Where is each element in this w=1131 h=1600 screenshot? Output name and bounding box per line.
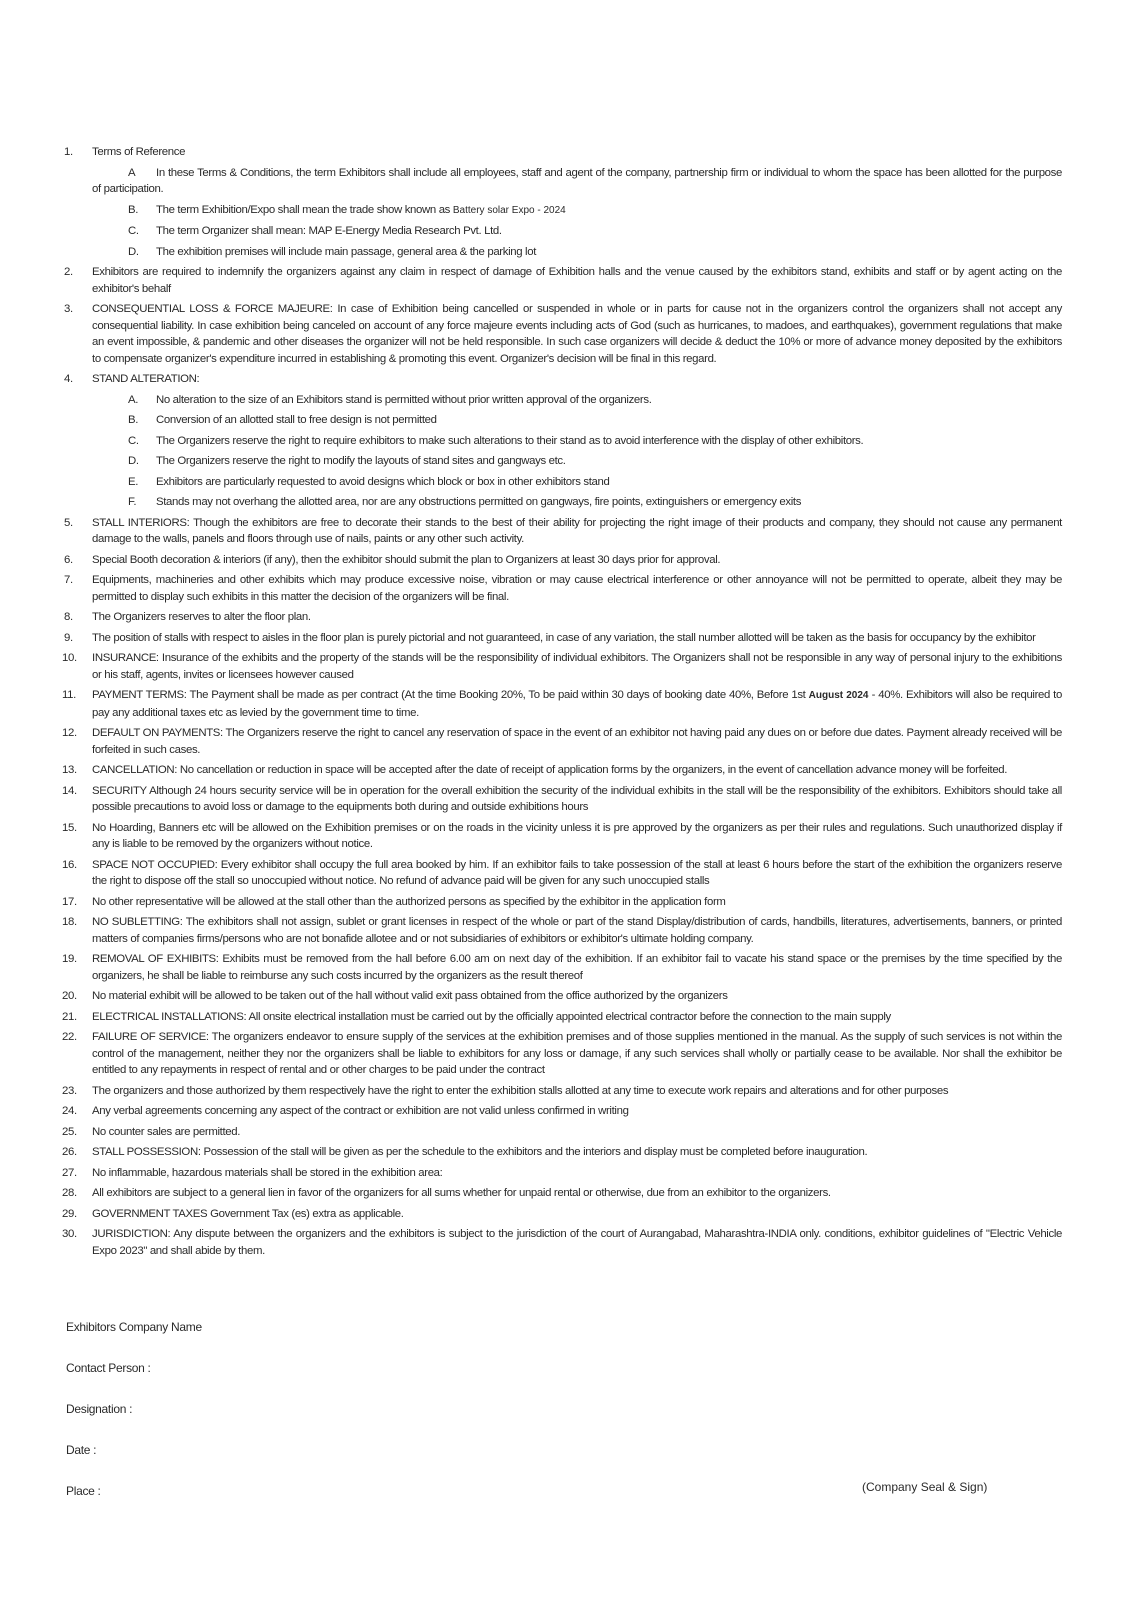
contact-person-label: Contact Person : — [66, 1361, 151, 1375]
term-25: 25. No counter sales are permitted. — [62, 1125, 241, 1138]
term-7: 7. Equipments, machineries and other exhibits which may produce excessive noise, vibration or may cause electrical interference or other annoyance will not be permitted to operate, albeit they may be permitted to display such exhibits in this matter the decision of the organizers will be final. — [64, 574, 1062, 603]
term-21: 21. ELECTRICAL INSTALLATIONS: All onsite electrical installation must be carried out by the officially appointed electrical contractor before the connection to the main supply — [62, 1010, 891, 1023]
term-16: 16. SPACE NOT OCCUPIED: Every exhibitor shall occupy the full area booked by him. If an exhibitor fails to take possession of the stall at least 6 hours before the start of the exhibition the organizers reserve the right to dispose off the stall so unoccupied without notice. No refund of advance paid will be given for any such unoccupied stalls — [62, 858, 1062, 887]
payment-date: August 2024 — [808, 690, 869, 701]
term-4-c: C. The Organizers reserve the right to require exhibitors to make such alterations to their stand as to avoid interference with the display of other exhibitors. — [128, 434, 864, 447]
term-19: 19. REMOVAL OF EXHIBITS: Exhibits must be removed from the hall before 6.00 am on next day of the exhibition. If an exhibitor fail to vacate his stand space or the premises by the time specified by the organizers, he shall be liable to reimburse any such costs incurred by the organizers as the result thereof — [62, 953, 1062, 982]
term-12: 12. DEFAULT ON PAYMENTS: The Organizers reserve the right to cancel any reservation of space in the event of an exhibitor not having paid any dues on or before due dates. Payment already received will be forfeited in such cases. — [62, 727, 1062, 756]
company-seal-sign-label: (Company Seal & Sign) — [862, 1480, 988, 1494]
term-28: 28. All exhibitors are subject to a general lien in favor of the organizers for all sums whether for unpaid rental or otherwise, due from an exhibitor to the organizers. — [62, 1187, 831, 1199]
term-1-d: D. The exhibition premises will include main passage, general area & the parking lot — [128, 245, 537, 258]
terms-list — [62, 144, 1062, 1263]
term-3: 3. CONSEQUENTIAL LOSS & FORCE MAJEURE: In case of Exhibition being cancelled or suspended in whole or in parts for cause not in the organizers control the organizers shall not accept any consequential liability. In case exhibition being canceled on account of any force majeure events including acts of God (such as hurricanes, to madoes, and earthquakes), government regulations that make an event impossible, & pandemic and other diseases the organizer will not be held responsible. In such case organizers will decide & deduct the 10% or more of advance money deposited by the exhibitors to compensate organizer's expenditure incurred in establishing & promoting this event. Organizer's decision will be final in this regard. — [64, 303, 1062, 365]
term-17: 17. No other representative will be allowed at the stall other than the authorized persons as specified by the exhibitor in the application form — [62, 895, 726, 908]
term-4-a: A. No alteration to the size of an Exhibitors stand is permitted without prior written approval of the organizers. — [128, 393, 652, 406]
term-10: 10. INSURANCE: Insurance of the exhibits and the property of the stands will be the responsibility of individual exhibitors. The Organizers shall not be responsible in any way of personal injury to the exhibitions or his staff, agents, invites or licensees however caused — [62, 652, 1062, 681]
term-4: 4. STAND ALTERATION: A. No alteration to the size of an Exhibitors stand is permitted without prior written approval of the organizers. B. Conversion of an allotted stall to free design is not permitted C. The Organizers reserve the right to require exhibitors to make such alterations to their stand as to avoid interference with the display of other exhibitors. D. The Organizers reserve the right to modify the layouts of stand sites and gangways etc. E. Exhibitors are particularly requested to avoid designs which block or box in other exhibitors stand F. Stands may not overhang the allotted area, nor are any obstructions permitted on gangways, fire points, extinguishers or emergency exits — [62, 371, 1062, 511]
term-18: 18. NO SUBLETTING: The exhibitors shall not assign, sublet or grant licenses in respect of the whole or part of the stand Display/distribution of cards, handbills, literatures, advertisements, banners, or printed matters of companies firms/persons who are not bonafide allotee and or not subsidiaries of exhibitors or exhibitor's ultimate holding company. — [62, 916, 1062, 945]
term-22: 22. FAILURE OF SERVICE: The organizers endeavor to ensure supply of the services at the exhibition premises and of those supplies mentioned in the manual. As the supply of such services is not within the control of the management, neither they nor the organizers shall be liable to exhibitors for any loss or damage, if any such services shall wholly or partially cease to be available. Nor shall the exhibitor be entitled to any repayments in respect of rental and or other charges to be paid under the contract — [62, 1031, 1062, 1076]
term-4-f: F. Stands may not overhang the allotted area, nor are any obstructions permitted on gangways, fire points, extinguishers or emergency exits — [128, 496, 802, 508]
event-name: Battery solar Expo - 2024 — [452, 204, 566, 216]
term-23: 23. The organizers and those authorized by them respectively have the right to enter the exhibition stalls allotted at any time to execute work repairs and alterations and for other purposes — [62, 1084, 949, 1097]
term-20: 20. No material exhibit will be allowed to be taken out of the hall without valid exit pass obtained from the office authorized by the organizers — [62, 990, 728, 1002]
term-24: 24. Any verbal agreements concerning any aspect of the contract or exhibition are not valid unless confirmed in writing — [62, 1105, 629, 1117]
exhibitor-details-form — [66, 1320, 202, 1525]
term-30: 30. JURISDICTION: Any dispute between the organizers and the exhibitors is subject to the jurisdiction of the court of Aurangabad, Maharashtra-INDIA only. conditions, exhibitor guidelines of "Electric Vehicle Expo 2023" and shall abide by them. — [62, 1228, 1062, 1257]
term-9: 9. The position of stalls with respect to aisles in the floor plan is purely pictorial and not guaranteed, in case of any variation, the stall number allotted will be taken as the basis for occupancy by the exhibitor — [64, 631, 1036, 644]
term-4-b: B. Conversion of an allotted stall to free design is not permitted — [128, 414, 437, 426]
term-1-a: A In these Terms & Conditions, the term Exhibitors shall include all employees, staff and agent of the company, partnership firm or individual to whom the space has been allotted for the purpose of participation. — [92, 166, 1062, 195]
term-2: 2. Exhibitors are required to indemnify the organizers against any claim in respect of damage of Exhibition halls and the venue caused by the exhibitors stand, exhibits and staff or by agent acting on the exhibitor's behalf — [64, 266, 1062, 295]
term-26: 26. STALL POSSESSION: Possession of the stall will be given as per the schedule to the exhibitors and the interiors and display must be completed before inauguration. — [62, 1146, 868, 1158]
term-title: Terms of Reference — [92, 146, 186, 158]
term-14: 14. SECURITY Although 24 hours security service will be in operation for the overall exhibition the security of the individual exhibits in the stall will be the responsibility of the exhibitors. Exhibitors should take all possible precautions to avoid loss or damage to the equipments both during and outside exhibitions hours — [62, 784, 1062, 813]
company-name-label: Exhibitors Company Name — [66, 1320, 202, 1334]
designation-label: Designation : — [66, 1402, 133, 1416]
term-27: 27. No inflammable, hazardous materials shall be stored in the exhibition area: — [62, 1166, 443, 1179]
term-11: 11. PAYMENT TERMS: The Payment shall be made as per contract (At the time Booking 20%, To be paid within 30 days of booking date 40%, Before 1st August 2024 - 40%. Exhibitors will also be required to pay any additional taxes etc as levied by the government time to time. — [62, 689, 1062, 719]
term-1-c: C. The term Organizer shall mean: MAP E-Energy Media Research Pvt. Ltd. — [128, 225, 502, 237]
term-4-d: D. The Organizers reserve the right to modify the layouts of stand sites and gangways etc. — [128, 455, 566, 467]
term-4-e: E. Exhibitors are particularly requested to avoid designs which block or box in other exhibitors stand — [128, 475, 610, 488]
term-number: 1. — [64, 146, 73, 158]
term-6: 6. Special Booth decoration & interiors (if any), then the exhibitor should submit the plan to Organizers at least 30 days prior for approval. — [64, 553, 721, 566]
term-5: 5. STALL INTERIORS: Though the exhibitors are free to decorate their stands to the best of their ability for projecting the right image of their products and company, they should not cause any permanent damage to the walls, panels and floors through use of nails, paints or any other such activity. — [64, 516, 1062, 545]
term-1 — [62, 144, 1062, 260]
term-15: 15. No Hoarding, Banners etc will be allowed on the Exhibition premises or on the roads in the vicinity unless it is pre approved by the organizers as per their rules and regulations. Such unauthorized display if any is liable to be removed by the organizers without notice. — [62, 821, 1062, 850]
term-1-b: B. The term Exhibition/Expo shall mean the trade show known as Battery solar Expo - 2024 — [128, 203, 566, 216]
term-13: 13. CANCELLATION: No cancellation or reduction in space will be accepted after the date of receipt of application forms by the organizers, in the event of cancellation advance money will be forfeited. — [62, 764, 1008, 776]
place-label: Place : — [66, 1484, 101, 1498]
term-29: 29. GOVERNMENT TAXES Government Tax (es) extra as applicable. — [62, 1207, 404, 1220]
date-label: Date : — [66, 1443, 97, 1457]
term-title: STAND ALTERATION: — [92, 373, 200, 385]
term-8: 8. The Organizers reserves to alter the floor plan. — [64, 611, 311, 623]
